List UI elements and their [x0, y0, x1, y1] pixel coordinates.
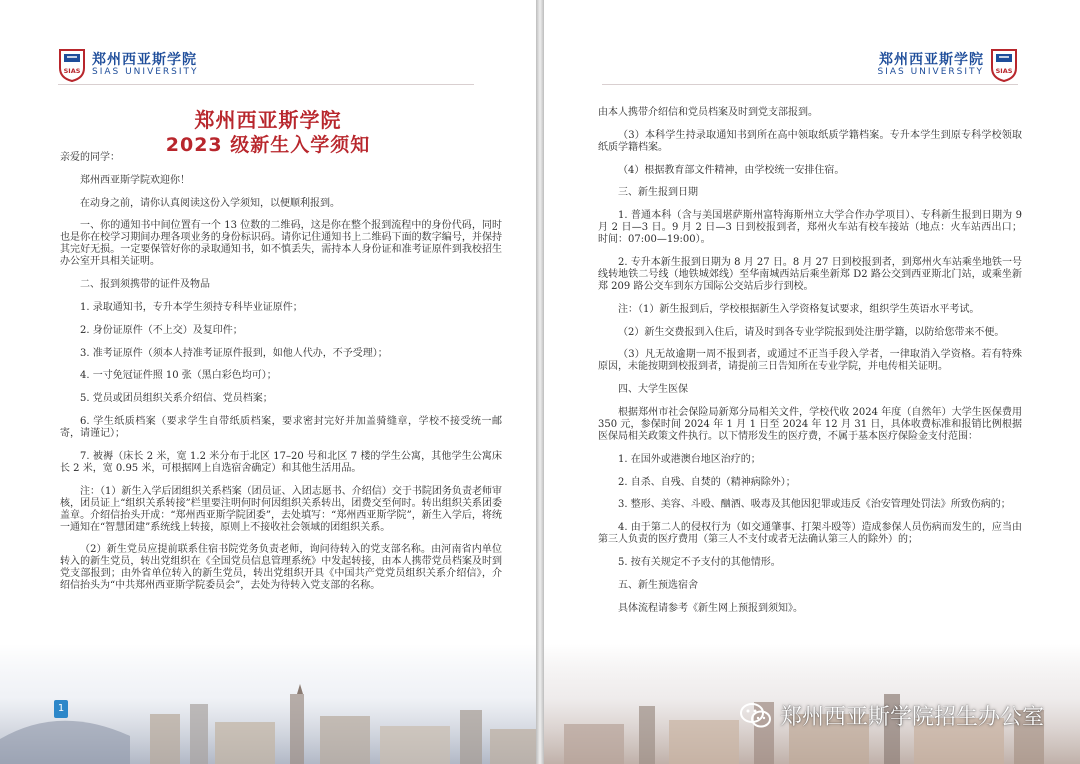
paragraph: 在动身之前，请你认真阅读这份入学须知，以便顺利报到。: [80, 197, 340, 209]
paragraph: 6. 学生纸质档案（要求学生自带纸质档案，要求密封完好并加盖骑缝章，学校不接受统一邮寄，请谨记）；: [60, 415, 502, 439]
sias-shield-icon: [58, 48, 86, 82]
paragraph: 5. 党员或团员组织关系介绍信、党员档案；: [80, 393, 273, 405]
paragraph: 1. 普通本科（含与美国堪萨斯州富特海斯州立大学合作办学项目）、专科新生报到日期为 9 月 2 日—3 日。9 月 2 日—3 日到校报到者，郑州火车站有校车接站（地点：火车站西出口；时间：07:00—19:00）。: [598, 210, 1022, 246]
paragraph: 2. 身份证原件（不上交）及复印件；: [80, 324, 243, 336]
logo-english-name-right: SIAS UNIVERSITY: [877, 66, 984, 77]
paragraph: 具体流程请参考《新生网上预报到须知》。: [618, 602, 803, 614]
left-page: [0, 0, 536, 764]
paragraph: 郑州西亚斯学院欢迎你！: [80, 174, 190, 186]
wechat-watermark: [740, 700, 1044, 731]
watermark-text: 郑州西亚斯学院招生办公室: [779, 705, 1044, 730]
paragraph: 注：（1）新生报到后，学校根据新生入学资格复试要求，组织学生英语水平考试。: [618, 303, 980, 315]
paragraph: （2）新生党员应提前联系住宿书院党务负责老师，询问待转入的党支部名称。由河南省内单位转入的新生党员，转出党组织在《全国党员信息管理系统》中发起转接，由本人携带党员档案及时到党支部报到；由外省单位转入的新生党员，转出党组织开具《中国共产党党员组织关系介绍信》，介绍信抬头为“中共郑州西亚斯学院委员会”，去处为待转入党支部的名称。: [60, 544, 502, 592]
paragraph: （2）新生交费报到入住后，请及时到各专业学院报到处注册学籍，以防给您带来不便。: [618, 326, 1005, 338]
paragraph: 五、新生预选宿舍: [618, 579, 698, 591]
paragraph: 4. 由于第二人的侵权行为（如交通肇事、打架斗殴等）造成参保人员伤病而发生的，应当由第三人负责的医疗费用（第三人不支付或者无法确认第三人的除外）的；: [598, 522, 1022, 546]
university-logo-right: [877, 48, 1018, 82]
paragraph: 由本人携带介绍信和党员档案及时到党支部报到。: [598, 107, 818, 118]
book-gutter: [536, 0, 544, 764]
paragraph: 2. 自杀、自残、自焚的（精神病除外）；: [618, 476, 796, 488]
paragraph: 四、大学生医保: [618, 384, 688, 396]
logo-english-name: SIAS UNIVERSITY: [92, 66, 199, 77]
paragraph: 4. 一寸免冠证件照 10 张（黑白彩色均可）；: [80, 370, 277, 382]
document-title: 郑州西亚斯学院: [194, 108, 342, 132]
paragraph: 7. 被褥（床长 2 米，宽 1.2 米分布于北区 17–20 号和北区 7 楼的学生公寓，其他学生公寓床长 2 米，宽 0.95 米，可根据网上自选宿舍确定）和其他生活用品。: [60, 450, 502, 474]
paragraph: 亲爱的同学：: [60, 152, 120, 163]
paragraph: 3. 准考证原件（须本人持准考证原件报到，如他人代办，不予受理）；: [80, 347, 388, 359]
paragraph: 1. 录取通知书，专升本学生须持专科毕业证原件；: [80, 301, 303, 313]
paragraph: 5. 按有关规定不予支付的其他情形。: [618, 556, 781, 568]
paragraph: 2. 专升本新生报到日期为 8 月 27 日。8 月 27 日到校报到者，到郑州火车站乘坐地铁一号线转地铁二号线（地铁城郊线）至华南城西站后乘坐新郑 D2 路公交到西亚斯北门站，或乘坐新郑 209 路公交车到东方国际公交站后步行到校。: [598, 256, 1022, 292]
paragraph: 二、报到须携带的证件及物品: [80, 279, 210, 291]
paragraph: 一、你的通知书中间位置有一个 13 位数的二维码，这是你在整个报到流程中的身份代码，同时也是你在校学习期间办理各项业务的身份标识码。请你记住通知书上二维码下面的数字编号，并保持其完好无损。一定要保管好你的录取通知书，如不慎丢失，需持本人身份证和准考证原件到我校招生办公室开具相关证明。: [60, 220, 502, 268]
paragraph: 注：（1）新生入学后团组织关系档案（团员证、入团志愿书、介绍信）交于书院团务负责老师审核，团员证上“组织关系转接”栏里要注明何时何因组织关系转出，团费交至何时。转出组织关系团委盖章。介绍信抬头开成：“郑州西亚斯学院团委”，去处填写：“郑州西亚斯学院”，新生入学后，将统一通知在“智慧团建”系统线上转接，原则上不接收社会领域的团组织关系。: [60, 485, 502, 533]
left-body-text: [60, 152, 502, 603]
paragraph: 根据郑州市社会保险局新郑分局相关文件，学校代收 2024 年度（自然年）大学生医保费用 350 元，参保时间 2024 年 1 月 1 日至 2024 年 12 月 31 日，具体收费标准和报销比例根据医保局相关政策文件执行。以下情形发生的医疗费，不属于基本医疗保险金支付范围：: [598, 406, 1022, 442]
right-page: [544, 0, 1080, 764]
wechat-icon: [740, 702, 772, 730]
logo-chinese-name: 郑州西亚斯学院: [92, 51, 197, 68]
right-body-text: [598, 107, 1022, 625]
shield-badge-text: SIAS: [63, 67, 81, 75]
university-logo: [58, 48, 199, 82]
paragraph: （4）根据教育部文件精神，由学校统一安排住宿。: [618, 164, 845, 176]
shield-badge-text-right: SIAS: [995, 67, 1013, 75]
paragraph: 1. 在国外或港澳台地区治疗的；: [618, 453, 761, 465]
page-number-badge: 1: [54, 700, 68, 718]
paragraph: 三、新生报到日期: [618, 187, 698, 199]
document-subtitle: 2023 级新生入学须知: [165, 134, 371, 156]
paragraph: 3. 整形、美容、斗殴、酗酒、吸毒及其他因犯罪或违反《治安管理处罚法》所致伤病的；: [618, 499, 1011, 511]
paragraph: （3）凡无故逾期一周不报到者，或通过不正当手段入学者，一律取消入学资格。若有特殊原因，未能按期到校报到者，请提前三日告知所在专业学院，并电传相关证明。: [598, 349, 1022, 373]
paragraph: （3）本科学生持录取通知书到所在高中领取纸质学籍档案。专升本学生到原专科学校领取纸质学籍档案。: [598, 129, 1022, 153]
campus-skyline-image: [0, 644, 536, 764]
logo-chinese-name-right: 郑州西亚斯学院: [879, 51, 984, 68]
header-divider: [58, 84, 474, 85]
header-divider-right: [602, 84, 1018, 85]
sias-shield-icon-right: [990, 48, 1018, 82]
